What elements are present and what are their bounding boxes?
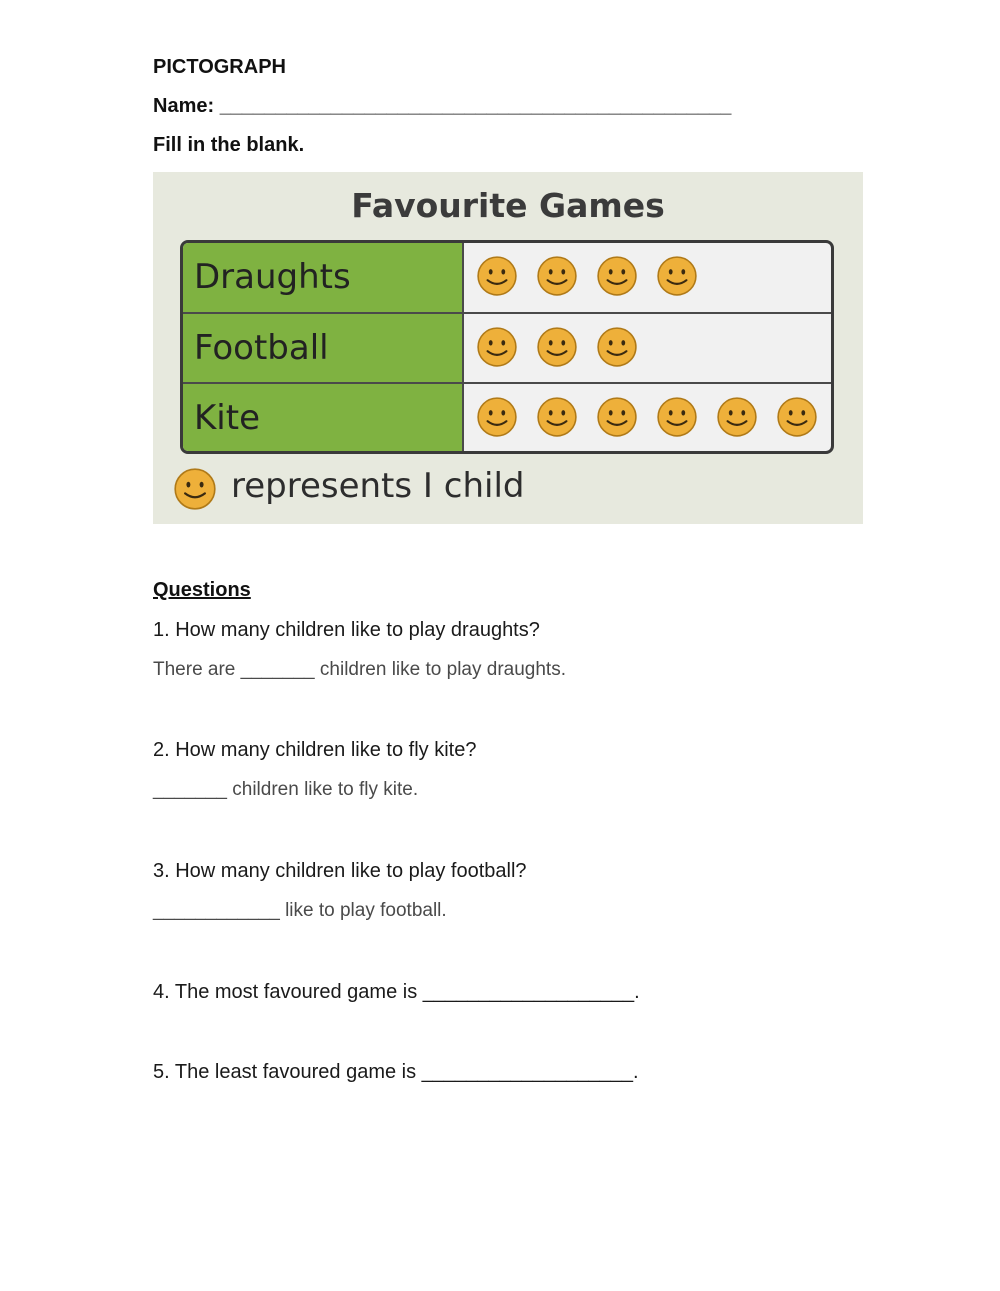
smiley-face-icon — [596, 396, 638, 438]
pictograph-row — [183, 243, 831, 312]
smiley-face-icon — [476, 255, 518, 297]
smiley-face-icon — [536, 255, 578, 297]
smiley-face-icon — [656, 396, 698, 438]
row-icons — [464, 384, 831, 453]
question-2: 2. How many children like to fly kite? — [153, 739, 477, 761]
row-label: Draughts — [194, 257, 351, 297]
pictograph-table — [180, 240, 834, 454]
smiley-face-icon — [596, 326, 638, 368]
smiley-face-icon — [476, 396, 518, 438]
legend-text: represents I child — [231, 466, 525, 506]
smiley-face-icon — [476, 326, 518, 368]
pictograph-row — [183, 382, 831, 453]
pictograph-title: Favourite Games — [351, 186, 665, 225]
pictograph-row — [183, 312, 831, 383]
smiley-face-icon — [536, 396, 578, 438]
questions-heading: Questions — [153, 579, 251, 601]
answer-1: There are _______ children like to play draughts. — [153, 659, 566, 680]
smiley-face-icon — [173, 467, 217, 511]
instruction-text: Fill in the blank. — [153, 134, 305, 156]
smiley-face-icon — [536, 326, 578, 368]
question-4: 4. The most favoured game is ___________________. — [153, 981, 640, 1003]
row-icons — [464, 243, 831, 312]
smiley-face-icon — [656, 255, 698, 297]
question-1: 1. How many children like to play draughts? — [153, 619, 540, 641]
row-label: Football — [194, 328, 329, 368]
question-3: 3. How many children like to play football? — [153, 860, 527, 882]
worksheet-title: PICTOGRAPH — [153, 56, 286, 78]
question-5: 5. The least favoured game is ___________________. — [153, 1061, 639, 1083]
row-icons — [464, 314, 831, 383]
row-label: Kite — [194, 398, 260, 438]
answer-2: _______ children like to fly kite. — [153, 779, 419, 800]
smiley-face-icon — [716, 396, 758, 438]
smiley-face-icon — [596, 255, 638, 297]
pictograph-image — [153, 172, 863, 524]
name-field-line: Name: ______________________________________________ — [153, 95, 732, 117]
answer-3: ____________ like to play football. — [153, 900, 447, 921]
smiley-face-icon — [776, 396, 818, 438]
